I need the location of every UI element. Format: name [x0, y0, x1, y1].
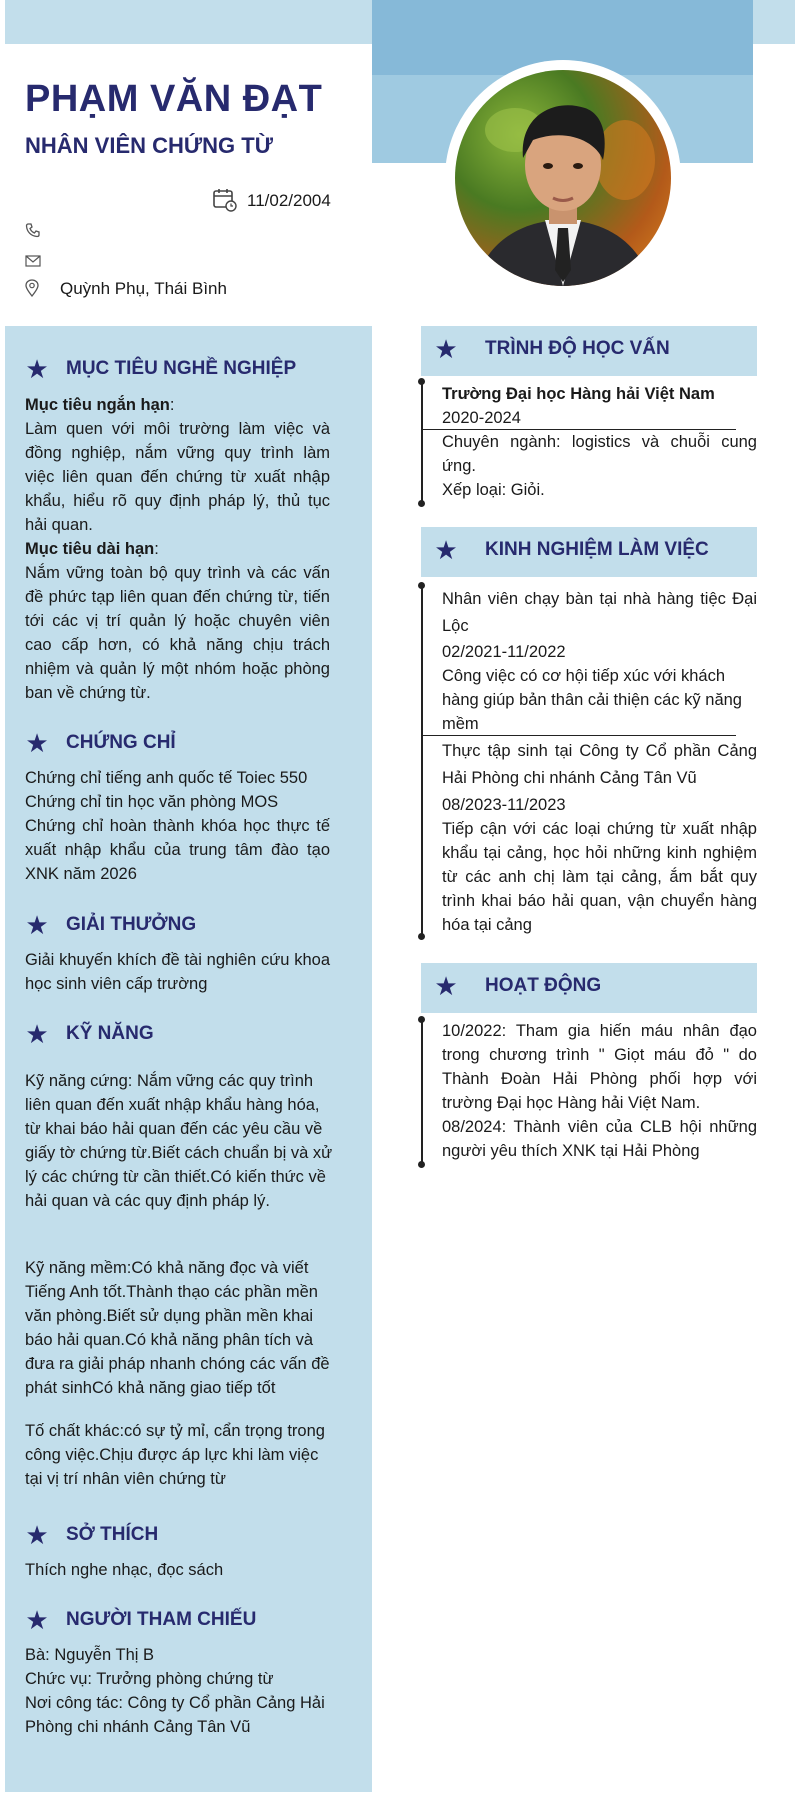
job-title: NHÂN VIÊN CHỨNG TỪ [25, 133, 273, 158]
short-term-text: Làm quen với môi trường làm việc và đồng nghiệp, nắm vững quy trình làm việc liên quan đến chứng từ xuất nhập khẩu, hiểu rõ quy định pháp lý, thủ tục hải quan. [25, 420, 330, 534]
experience-period: 02/2021-11/2022 [442, 643, 566, 661]
email-icon [25, 254, 41, 272]
star-icon: ★ [25, 354, 49, 384]
star-icon: ★ [25, 1019, 49, 1049]
list-item: Chứng chỉ tiếng anh quốc tế Toiec 550 [25, 769, 308, 787]
timeline-dot [418, 582, 425, 589]
skills-header [22, 1021, 154, 1047]
certificates-header [22, 730, 176, 756]
education-rank: Xếp loại: Giỏi. [442, 481, 545, 499]
reference-position: Chức vụ: Trưởng phòng chứng từ [25, 1670, 274, 1688]
experience-desc: Tiếp cận với các loại chứng từ xuất nhập khẩu tại cảng, học hỏi những kinh nghiệm từ các anh chị làm tại cảng, ắm bắt quy trình khai báo hải quan, vận chuyển hàng hóa tại cảng [442, 820, 757, 934]
skills-hard: Kỹ năng cứng: Nắm vững các quy trình liên quan đến xuất nhập khẩu hàng hóa, từ khai báo hải quan đến các yêu cầu về giấy tờ chứng từ.Biết cách chuẩn bị và xử lý các chứng từ cần thiết.Có kiến thức về hải quan và các quy định pháp lý. [25, 1072, 333, 1210]
reference-body [25, 1643, 335, 1739]
education-title: TRÌNH ĐỘ HỌC VẤN [485, 338, 670, 359]
timeline-line [421, 585, 423, 937]
hobbies-text: Thích nghe nhạc, đọc sách [25, 1561, 224, 1579]
birthdate: 11/02/2004 [247, 191, 331, 210]
reference-name: Bà: Nguyễn Thị B [25, 1646, 155, 1664]
timeline-dot [418, 500, 425, 507]
objective-header [22, 356, 296, 382]
star-icon: ★ [25, 1605, 49, 1635]
timeline-dot [418, 1016, 425, 1023]
reference-title: NGƯỜI THAM CHIẾU [66, 1609, 257, 1630]
experience-role: Nhân viên chạy bàn tại nhà hàng tiệc Đại Lộc [442, 590, 757, 635]
experience-period: 08/2023-11/2023 [442, 796, 566, 814]
experience-header [431, 537, 709, 563]
candidate-name: PHẠM VĂN ĐẠT [25, 78, 323, 120]
reference-header [22, 1607, 256, 1633]
list-item: Chứng chỉ hoàn thành khóa học thực tế xuất nhập khẩu của trung tâm đào tạo XNK năm 2026 [25, 817, 330, 883]
skills-title: KỸ NĂNG [66, 1023, 154, 1044]
timeline-line [421, 380, 423, 504]
certificates-title: CHỨNG CHỈ [66, 732, 176, 753]
phone-icon [25, 222, 41, 243]
skills-soft: Kỹ năng mềm:Có khả năng đọc và viết Tiếng Anh tốt.Thành thạo các phần mền văn phòng.Biết sử dụng phần mền khai báo hải quan.Có khả năng phân tích và đưa ra giải pháp nhanh chóng các vấn đề phát sinhCó khả năng giao tiếp tốt [25, 1259, 330, 1397]
awards-header [22, 912, 196, 938]
reference-workplace: Nơi công tác: Công ty Cổ phần Cảng Hải Phòng chi nhánh Cảng Tân Vũ [25, 1694, 325, 1736]
hobbies-title: SỞ THÍCH [66, 1524, 159, 1545]
star-icon: ★ [25, 728, 49, 758]
calendar-icon [212, 187, 238, 218]
experience-role: Thực tập sinh tại Công ty Cổ phần Cảng Hải Phòng chi nhánh Cảng Tân Vũ [442, 742, 757, 787]
divider [421, 735, 736, 736]
star-icon: ★ [25, 910, 49, 940]
activities-header [431, 973, 601, 999]
experience-title: KINH NGHIỆM LÀM VIỆC [485, 539, 709, 560]
long-term-label: Mục tiêu dài hạn [25, 540, 155, 558]
experience-desc: Công việc có cơ hội tiếp xúc với khách hàng giúp bản thân cải thiện các kỹ năng mềm [442, 667, 742, 733]
timeline-dot [418, 933, 425, 940]
list-item: Chứng chỉ tin học văn phòng MOS [25, 793, 279, 811]
star-icon: ★ [434, 535, 458, 565]
location-icon [25, 279, 39, 302]
objective-title: MỤC TIÊU NGHỀ NGHIỆP [66, 358, 297, 379]
timeline-dot [418, 378, 425, 385]
short-term-label: Mục tiêu ngắn hạn [25, 396, 170, 414]
list-item: 08/2024: Thành viên của CLB hội những người yêu thích XNK tại Hải Phòng [442, 1118, 757, 1160]
awards-text: Giải khuyến khích đề tài nghiên cứu khoa học sinh viên cấp trường [25, 951, 330, 993]
long-term-text: Nắm vững toàn bộ quy trình và các vấn đề phức tạp liên quan đến chứng từ, tiến tới các vị trí quản lý hoặc chuyên viên cao cấp hơn, có khả năng chịu trách nhiệm và quản lý một nhóm hoặc phòng ban về chứng từ. [25, 564, 330, 702]
address: Quỳnh Phụ, Thái Bình [60, 279, 227, 298]
education-header [431, 336, 670, 362]
contact-placeholder-1 [24, 180, 40, 190]
star-icon: ★ [434, 971, 458, 1001]
activities-title: HOẠT ĐỘNG [485, 975, 602, 996]
awards-title: GIẢI THƯỞNG [66, 914, 197, 935]
objective-body: Mục tiêu ngắn hạn: Làm quen với môi trường làm việc và đồng nghiệp, nắm vững quy trình làm việc liên quan đến chứng từ xuất nhập khẩu, hiểu rõ quy định pháp lý, thủ tục hải quan. Mục tiêu dài hạn: Nắm vững toàn bộ quy trình và các vấn đề phức tạp liên quan đến chứng từ, tiến tới các vị trí quản lý hoặc chuyên viên cao cấp hơn, có khả năng chịu trách nhiệm và quản lý một nhóm hoặc phòng ban về chứng từ. [25, 393, 330, 705]
education-years: 2020-2024 [442, 409, 521, 427]
list-item: 10/2022: Tham gia hiến máu nhân đạo trong chương trình " Giọt máu đỏ " do Thành Đoàn Hải Phòng phối hợp với trường Đại học Hàng hải Việt Nam. [442, 1022, 757, 1112]
star-icon: ★ [434, 334, 458, 364]
education-major: Chuyên ngành: logistics và chuỗi cung ứng. [442, 433, 757, 475]
skills-other: Tố chất khác:có sự tỷ mỉ, cẩn trọng trong công việc.Chịu được áp lực khi làm việc tại vị trí nhân viên chứng từ [25, 1422, 325, 1488]
education-school: Trường Đại học Hàng hải Việt Nam [442, 385, 715, 403]
avatar [455, 70, 671, 286]
activities-list [442, 1019, 757, 1163]
star-icon: ★ [25, 1520, 49, 1550]
certificates-list [25, 766, 330, 886]
timeline-dot [418, 1161, 425, 1168]
hobbies-header [22, 1522, 158, 1548]
timeline-line [421, 1018, 423, 1164]
